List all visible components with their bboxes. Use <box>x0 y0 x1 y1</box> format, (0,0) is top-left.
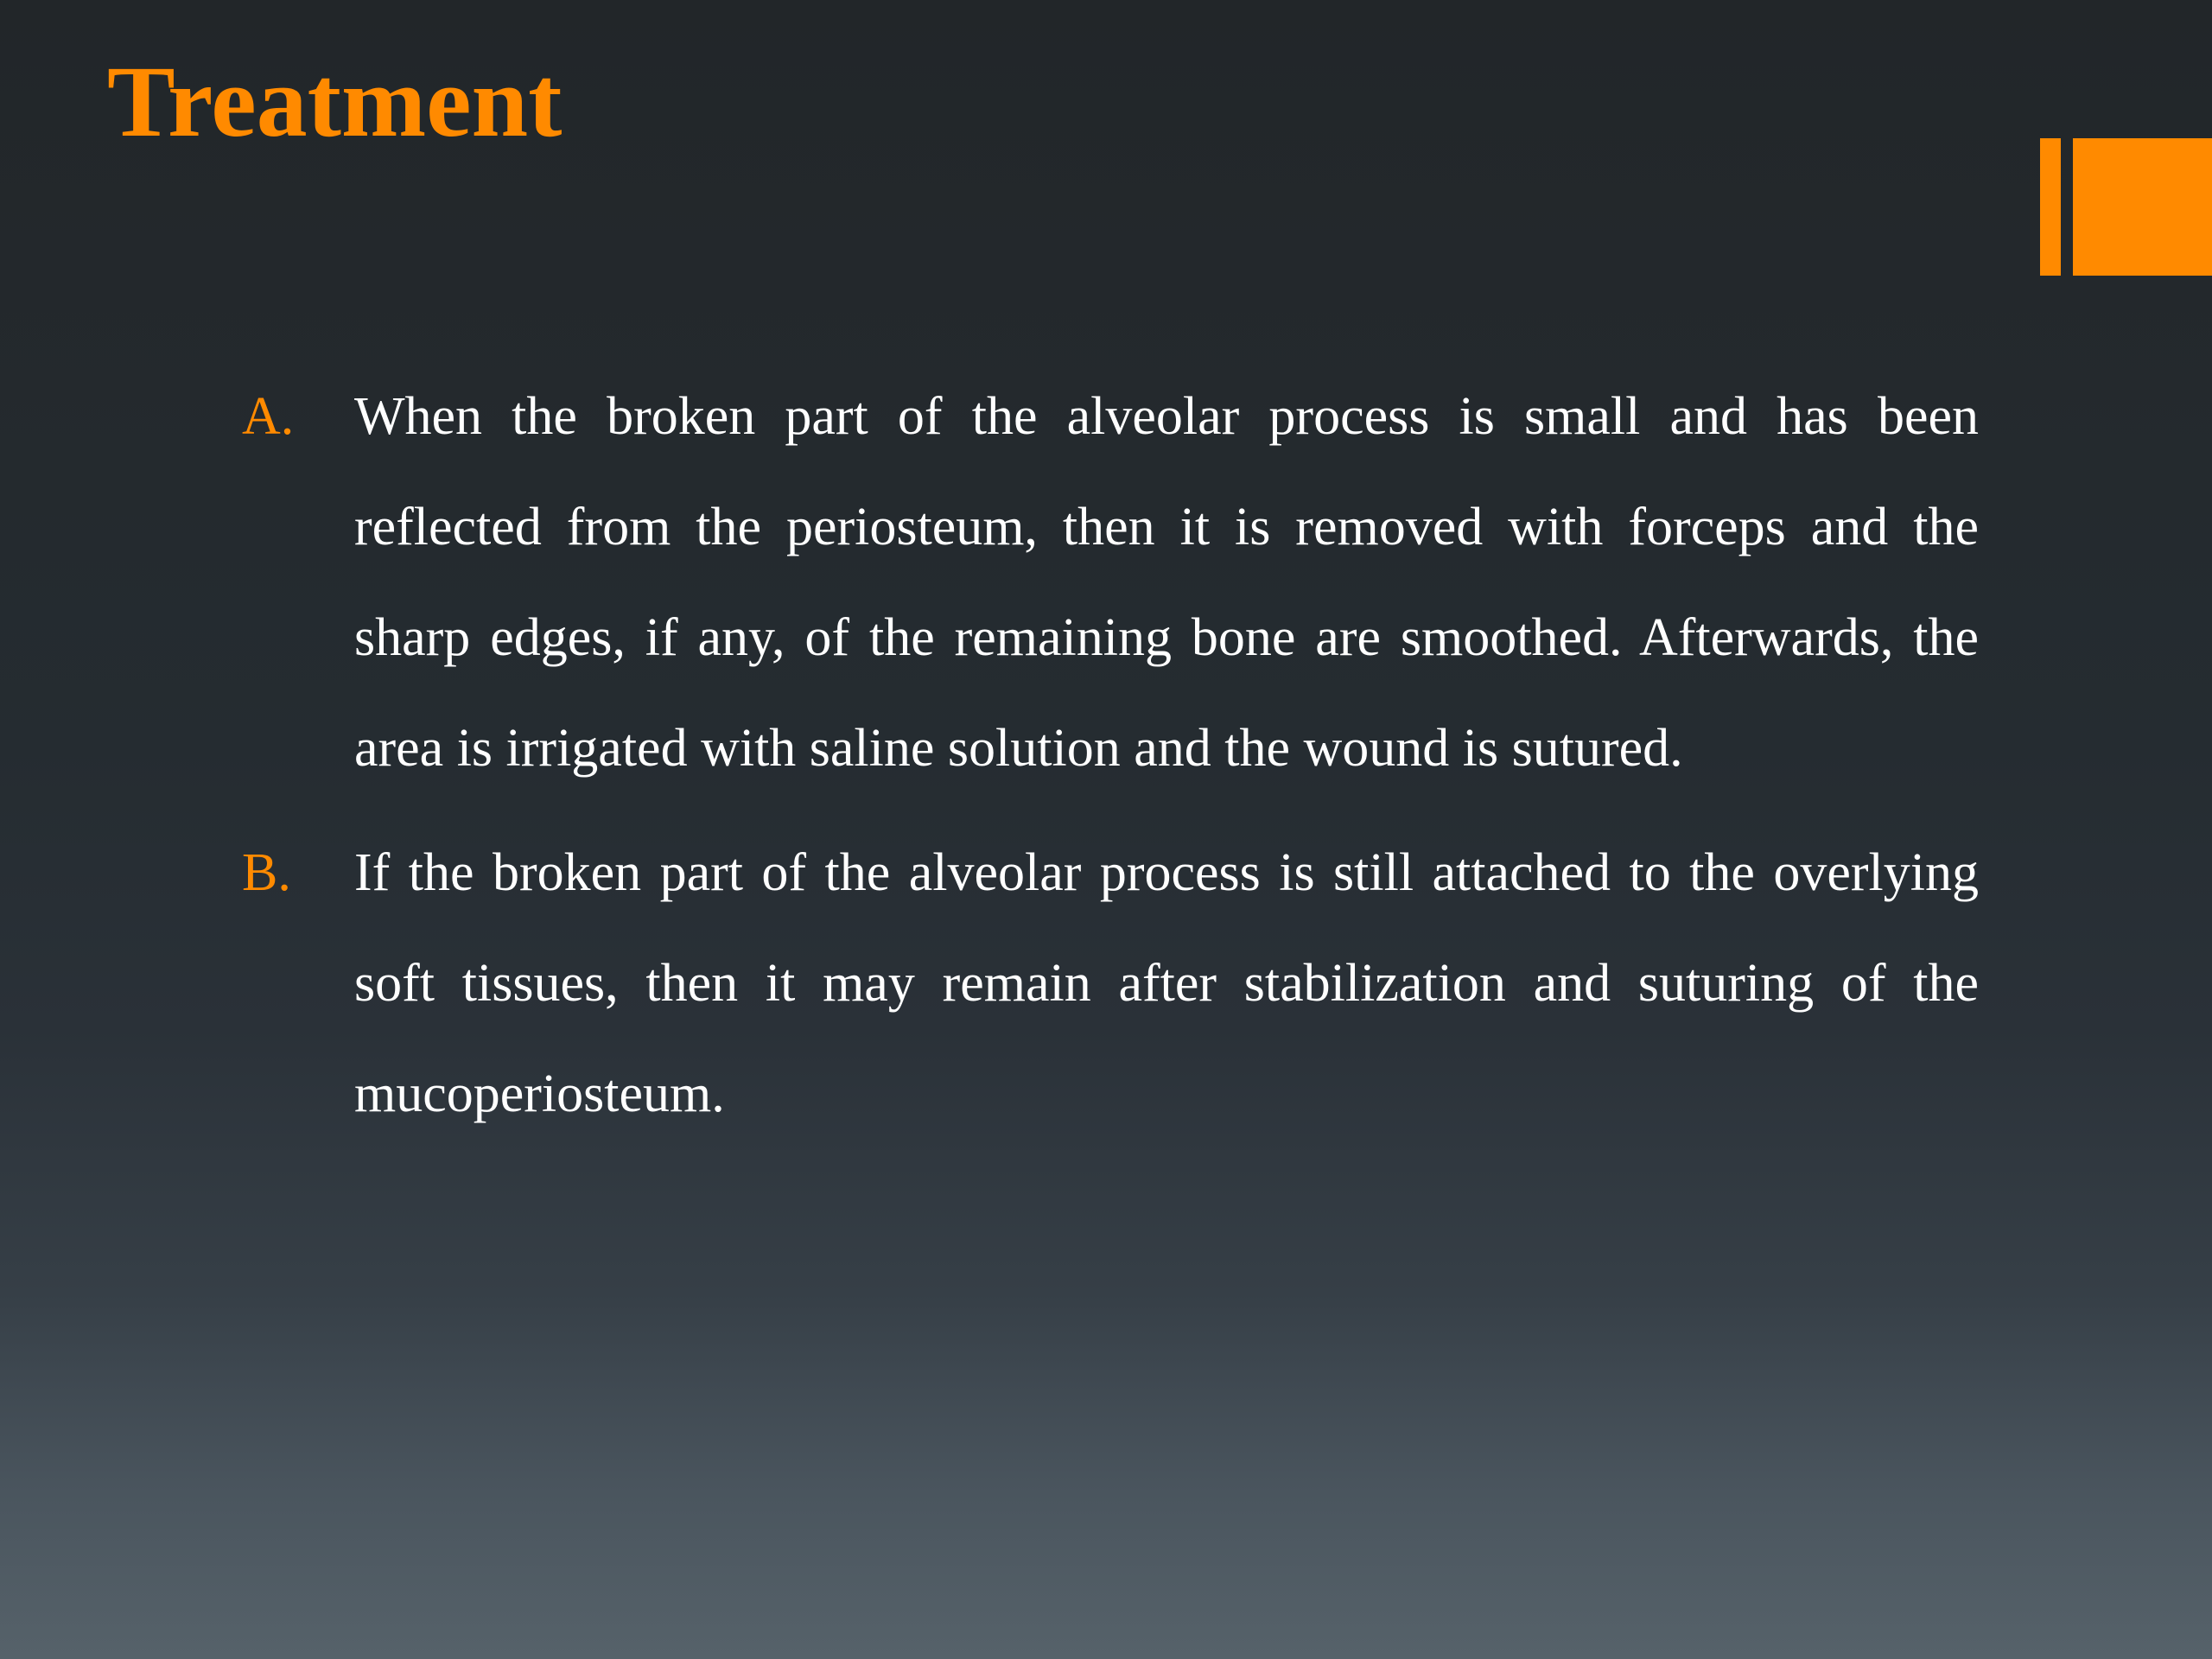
treatment-list <box>242 361 1979 1163</box>
list-item <box>242 361 1979 804</box>
list-item-text: When the broken part of the alveolar process is small and has been reflected from the periosteum, then it is removed with forceps and the sharp edges, if any, of the remaining bone are smoothed. Afterwards, the area is irrigated with saline solution and the wound is sutured. <box>354 387 1979 778</box>
list-marker: B. <box>242 843 291 902</box>
slide-title: Treatment <box>107 45 563 158</box>
list-item <box>242 817 1979 1149</box>
list-marker: A. <box>242 387 295 446</box>
accent-bar-thin <box>2040 138 2061 276</box>
accent-bar-block <box>2073 138 2212 276</box>
list-item-text: If the broken part of the alveolar process is still attached to the overlying soft tissues, then it may remain after stabilization and suturing of the mucoperiosteum. <box>354 843 1979 1123</box>
